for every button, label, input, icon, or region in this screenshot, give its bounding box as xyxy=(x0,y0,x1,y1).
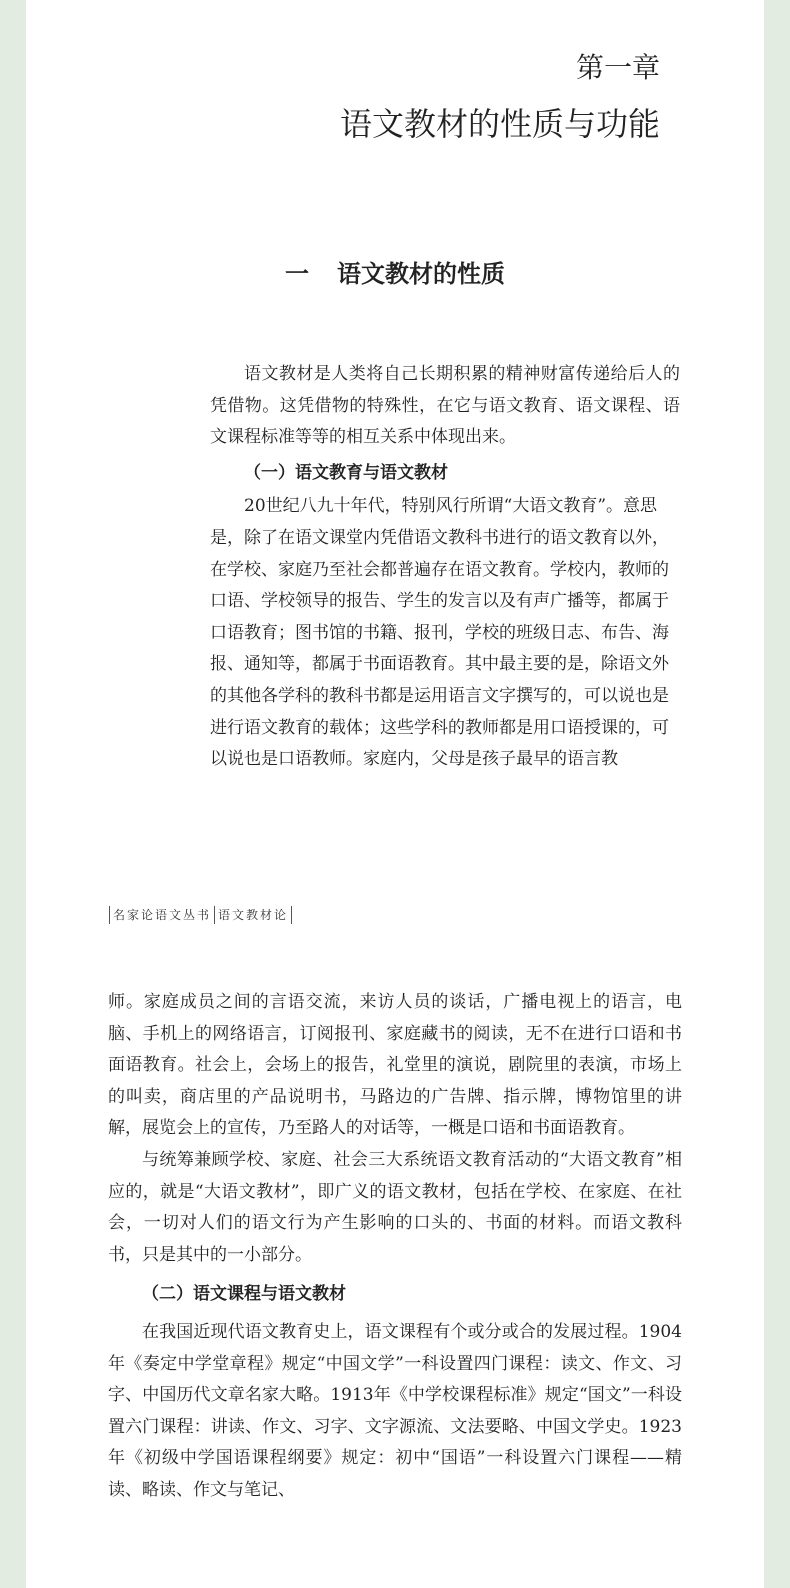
section-title: 语文教材的性质 xyxy=(337,259,505,288)
subheading-curriculum: （二）语文课程与语文教材 xyxy=(142,1284,346,1305)
section-heading xyxy=(26,258,764,290)
section-number: 一 xyxy=(285,259,309,288)
banner-divider xyxy=(291,906,292,924)
book-name: 语文教材论 xyxy=(218,908,289,922)
banner-divider xyxy=(214,906,215,924)
chapter-number: 第一章 xyxy=(575,51,660,84)
series-name: 名家论语文丛书 xyxy=(113,908,212,922)
intro-paragraph: 语文教材是人类将自己长期积累的精神财富传递给后人的凭借物。这凭借物的特殊性，在它与语文教育、语文课程、语文课程标准等等的相互关系中体现出来。 xyxy=(210,364,680,448)
banner-divider xyxy=(109,906,110,924)
paragraph-continuation: 师。家庭成员之间的言语交流，来访人员的谈话，广播电视上的语言，电脑、手机上的网络语言，订阅报刊、家庭藏书的阅读，无不在进行口语和书面语教育。社会上，会场上的报告，礼堂里的演说，剧院里的表演，市场上的叫卖，商店里的产品说明书，马路边的广告牌、指示牌，博物馆里的讲解，展览会上的宣传，乃至路人的对话等，一概是口语和书面语教育。 xyxy=(108,992,682,1139)
subheading-education: （一）语文教育与语文教材 xyxy=(244,462,448,483)
top-text-block xyxy=(210,359,680,776)
paragraph-big-chinese-education: 20世纪八九十年代，特别风行所谓“大语文教育”。意思是，除了在语文课堂内凭借语文教科书进行的语文教育以外，在学校、家庭乃至社会都普遍存在语文教育。学校内，教师的口语、学校领导的报告、学生的发言以及有声广播等，都属于口语教育；图书馆的书籍、报刊，学校的班级日志、布告、海报、通知等，都属于书面语教育。其中最主要的是，除语文外的其他各学科的教科书都是运用语言文字撰写的，可以说也是进行语文教育的载体；这些学科的教师都是用口语授课的，可以说也是口语教师。家庭内，父母是孩子最早的语言教 xyxy=(210,496,669,770)
bottom-text-block xyxy=(108,987,682,1507)
chapter-title: 语文教材的性质与功能 xyxy=(339,105,660,143)
paragraph-curriculum-history: 在我国近现代语文教育史上，语文课程有个或分或合的发展过程。1904年《奏定中学堂章程》规定“中国文学”一科设置四门课程：读文、作文、习字、中国历代文章名家大略。1913年《中学校课程标准》规定“国文”一科设置六门课程：讲读、作文、习字、文字源流、文法要略、中国文学史。1923年《初级中学国语课程纲要》规定：初中“国语”一科设置六门课程——精读、略读、作文与笔记、 xyxy=(108,1321,682,1500)
book-page xyxy=(26,0,764,1588)
paragraph-big-chinese-material: 与统筹兼顾学校、家庭、社会三大系统语文教育活动的“大语文教育”相应的，就是“大语文教材”，即广义的语文教材，包括在学校、在家庭、在社会，一切对人们的语文行为产生影响的口头的、书面的材料。而语文教科书，只是其中的一小部分。 xyxy=(108,1149,682,1265)
series-banner xyxy=(106,906,295,924)
